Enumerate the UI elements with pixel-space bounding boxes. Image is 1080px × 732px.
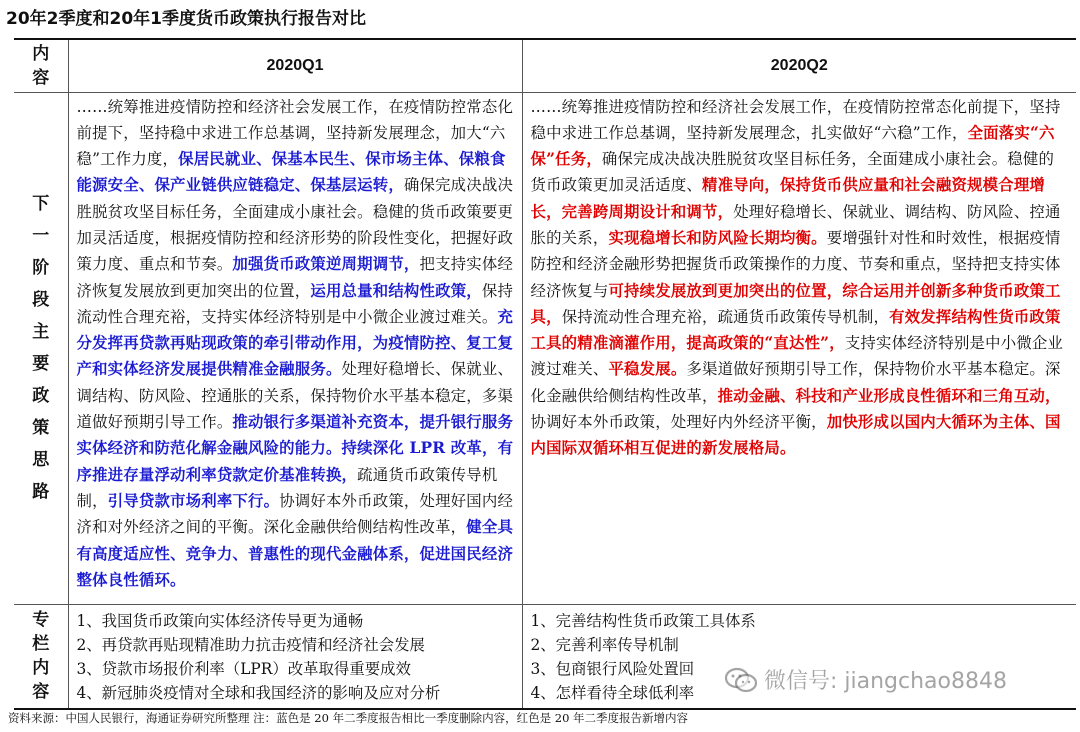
list-item: 1、我国货币政策向实体经济传导更为通畅 [76, 611, 364, 630]
wechat-icon [724, 666, 758, 694]
policy-text-segment: 处理好稳增长、保就业、调结构、防风险、控通胀的关系，保持物价水平基本稳定，多渠道做好预期引导工作。 [76, 360, 514, 432]
policy-text-2020q1 [68, 92, 522, 604]
policy-text-segment: ……统筹推进疫情防控和经济社会发展工作，在疫情防控常态化前提下，坚持稳中求进工作总基调，坚持新发展理念，加大“六稳”工作力度， [76, 97, 514, 169]
table-title: 20年2季度和20年1季度货币政策执行报告对比 [6, 9, 366, 29]
red-highlight-text: 平稳发展。 [608, 360, 687, 379]
watermark-text: 微信号: jiangchao8848 [764, 669, 1007, 694]
policy-text-segment: 确保完成决战决胜脱贫攻坚目标任务，全面建成小康社会。稳健的货币政策更加灵活适度、 [530, 150, 1055, 195]
blue-highlight-text: 健全具有高度适应性、竞争力、普惠性的现代金融体系，促进国民经济整体良性循环。 [76, 518, 514, 589]
list-item: 3、贷款市场报价利率（LPR）改革取得重要成效 [76, 659, 411, 678]
blue-highlight-text: 保居民就业、保基本民生、保市场主体、保粮食能源安全、保产业链供应链稳定、保基层运转， [76, 150, 506, 195]
column-header-2020q1: 2020Q1 [68, 40, 522, 92]
policy-text-segment: 协调好本外币政策，处理好国内经济和对外经济之间的平衡。深化金融供给侧结构性改革， [76, 491, 514, 537]
red-highlight-text: 有效发挥结构性货币政策工具的精准滴灌作用，提高政策的“直达性”， [530, 307, 1061, 353]
blue-highlight-text: 充分发挥再贷款再贴现政策的牵引带动作用，为疫情防控、复工复产和实体经济发展提供精准金融服务。 [76, 307, 514, 379]
wechat-watermark [724, 664, 1007, 695]
policy-row-label [14, 92, 68, 604]
list-item: 1、完善结构性货币政策工具体系 [530, 611, 756, 630]
header-row-label [14, 40, 68, 92]
policy-text-segment: 要增强针对性和时效性，根据疫情防控和经济金融形势把握货币政策操作的力度、节奏和重点，坚持把支持实体经济恢复与 [530, 228, 1061, 300]
header-row-label-text: 内容 [32, 43, 50, 88]
source-note: 资料来源：中国人民银行，海通证券研究所整理 注：蓝色是 20 年二季度报告相比一季度删除内容，红色是 20 年二季度报告新增内容 [8, 711, 689, 725]
red-highlight-text: 可持续发展放到更加突出的位置，综合运用并创新多种货币政策工具， [530, 281, 1061, 326]
columns-list-2020q1 [68, 604, 522, 708]
comparison-table [14, 38, 1076, 710]
list-item: 3、包商银行风险处置回 [530, 659, 695, 678]
policy-text-2020q2 [522, 92, 1076, 604]
policy-text-segment: 多渠道做好预期引导工作，保持物价水平基本稳定。深化金融供给侧结构性改革， [530, 360, 1061, 405]
policy-text-segment: 保持流动性合理充裕，支持实体经济特别是中小微企业渡过难关。 [76, 281, 514, 326]
policy-text-segment: 保持流动性合理充裕，疏通货币政策传导机制， [561, 307, 890, 326]
red-highlight-text: 精准导向，保持货币供应量和社会融资规模合理增长，完善跨周期设计和调节， [530, 176, 1045, 221]
policy-text-segment: 协调好本外币政策，处理好内外经济平衡， [530, 413, 827, 432]
blue-highlight-text: 运用总量和结构性政策， [310, 281, 482, 300]
list-item: 2、完善利率传导机制 [530, 635, 679, 654]
policy-text-segment: 确保完成决战决胜脱贫攻坚目标任务，全面建成小康社会。稳健的货币政策要更加灵活适度，根据疫情防控和经济形势的阶段性变化，把握好政策力度、重点和节奏。 [76, 176, 514, 274]
blue-highlight-text: 推动银行多渠道补充资本，提升银行服务实体经济和防范化解金融风险的能力。持续深化 LPR 改革，有序推进存量浮动利率贷款定价基准转换， [76, 413, 514, 484]
list-item: 2、再贷款再贴现精准助力抗击疫情和经济社会发展 [76, 635, 425, 654]
blue-highlight-text: 引导贷款市场利率下行。 [107, 491, 280, 510]
columns-row-label-text: 专栏内容 [32, 610, 50, 703]
policy-row-label-text: 下一阶段主要政策思路 [32, 194, 50, 502]
policy-text-segment: 支持实体经济特别是中小微企业渡过难关、 [530, 334, 1064, 379]
policy-text-segment: ……统筹推进疫情防控和经济社会发展工作，在疫情防控常态化前提下，坚持稳中求进工作总基调，坚持新发展理念，扎实做好“六稳”工作， [530, 97, 1061, 142]
policy-text-segment: 把支持实体经济恢复发展放到更加突出的位置， [76, 255, 514, 300]
columns-row-label [14, 604, 68, 708]
blue-highlight-text: 加强货币政策逆周期调节， [232, 255, 420, 274]
column-header-2020q2: 2020Q2 [522, 40, 1076, 92]
red-highlight-text: 推动金融、科技和产业形成良性循环和三角互动， [717, 386, 1061, 405]
policy-text-segment: 处理好稳增长、保就业、调结构、防风险、控通胀的关系， [530, 202, 1061, 247]
list-item: 4、怎样看待全球低利率 [530, 683, 695, 702]
policy-text-segment: 疏通货币政策传导机制， [76, 465, 498, 510]
red-highlight-text: 实现稳增长和防风险长期均衡。 [608, 228, 827, 247]
list-item: 4、新冠肺炎疫情对全球和我国经济的影响及应对分析 [76, 683, 441, 702]
red-highlight-text: 加快形成以国内大循环为主体、国内国际双循环相互促进的新发展格局。 [530, 413, 1061, 458]
red-highlight-text: 全面落实“六保”任务， [530, 123, 1055, 169]
